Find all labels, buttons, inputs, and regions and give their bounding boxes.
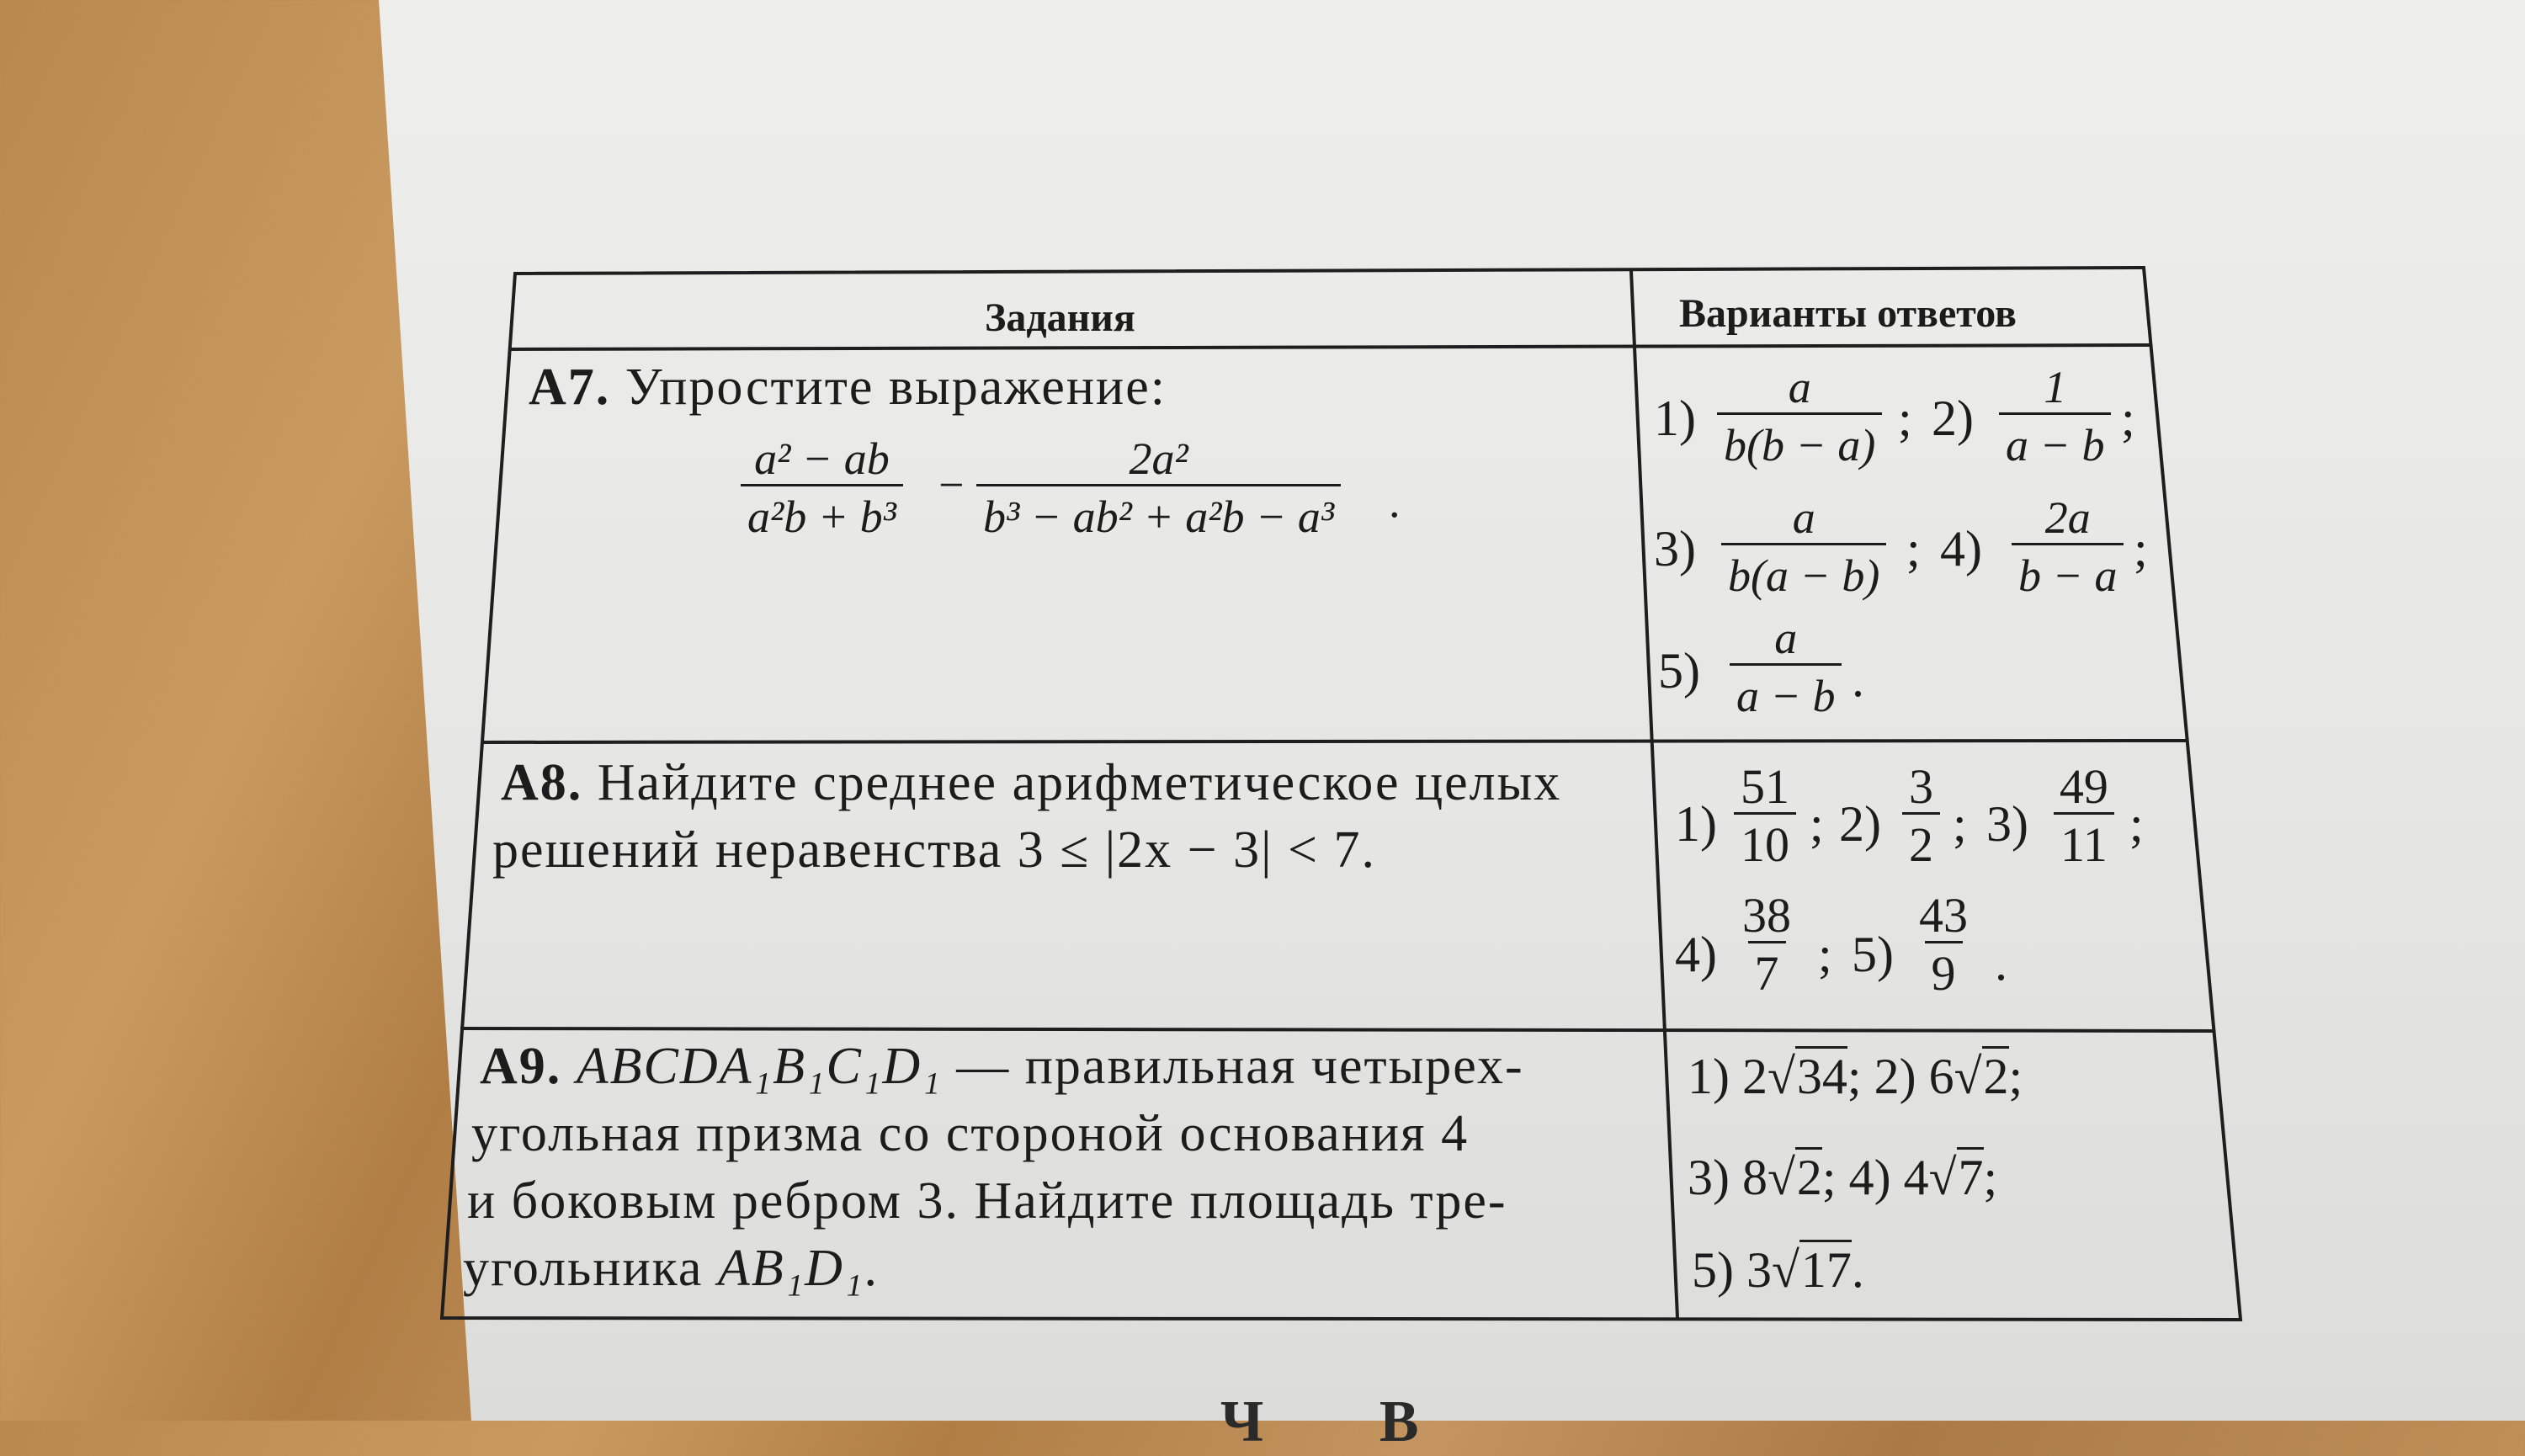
a8-ans2-den: 2 (1902, 812, 1940, 870)
a8-ans2-num: 3 (1909, 759, 1933, 814)
a9-ans2-label: 2) (1874, 1049, 1916, 1104)
a7-ans3-den: b(a − b) (1721, 543, 1886, 601)
a8-ans5-label: 5) (1852, 927, 1894, 982)
header-divider (509, 345, 2151, 349)
a7-ans4-label: 4) (1940, 521, 1982, 577)
row-divider-1 (481, 741, 2186, 742)
a8-line1 (501, 753, 1561, 813)
a7-number: А7. (529, 359, 611, 416)
a7-ans5-sep: . (1852, 651, 1864, 707)
a8-line2: решений неравенства 3 ≤ |2x − 3| < 7. (492, 821, 1377, 879)
a9-ans3-radicand: 2 (1795, 1147, 1822, 1205)
a9-line4-end: . (864, 1240, 879, 1297)
a7-ans1-fraction (1717, 362, 1882, 470)
a8-ans1-sep: ; (1810, 796, 1824, 852)
a7-ans5-den: a − b (1730, 663, 1842, 721)
a8-ans1-den: 10 (1734, 812, 1796, 870)
a8-ans3-den: 11 (2054, 812, 2114, 870)
a7-ans1-den: b(b − a) (1717, 412, 1882, 470)
a9-ans2-sep: ; (2008, 1049, 2023, 1104)
row-divider-2 (460, 1028, 2215, 1031)
a9-ans1-radicand: 34 (1795, 1046, 1847, 1104)
a7-task (529, 358, 1167, 417)
a8-ans3-sep: ; (2129, 796, 2144, 852)
a9-ans1-sep: ; (1847, 1049, 1862, 1104)
a8-ans4-fraction (1742, 890, 1791, 999)
a7-ans2-sep: ; (2121, 391, 2135, 446)
a8-ans4-label: 4) (1675, 927, 1717, 982)
a7-ans3-num: a (1792, 492, 1815, 543)
a7-text: Упростите выражение: (625, 359, 1167, 416)
a8-ans1-fraction (1734, 759, 1796, 872)
a7-ans1-num: a (1788, 362, 1811, 412)
a7-ans2-fraction (1999, 362, 2111, 470)
a9-line2: угольная призма со стороной основания 4 (471, 1105, 1470, 1162)
a7-ans3-fraction (1721, 492, 1886, 601)
a7-ans1-sep: ; (1898, 391, 1912, 446)
a9-ans2-coef: 6 (1928, 1049, 1954, 1104)
a7-minus: − (938, 460, 965, 510)
a7-ans4-den: b − a (2012, 543, 2124, 601)
a7-ans2-den: a − b (1999, 412, 2111, 470)
a9-answers-row3: 5) 3√17. (1692, 1241, 1864, 1299)
a9-answers-row1: 1) 2√34; 2) 6√2; (1688, 1048, 2023, 1106)
a7-ans2-label: 2) (1932, 391, 1974, 446)
footer-partial-text: Ч В (1220, 1390, 1470, 1454)
a8-ans5-den: 9 (1925, 941, 1963, 999)
a9-ans4-sep: ; (1983, 1150, 1998, 1205)
a9-line4 (463, 1239, 879, 1299)
a7-f1-denominator: a²b + b³ (741, 484, 903, 542)
a7-ans3-label: 3) (1654, 521, 1696, 577)
a9-ans5-sep: . (1851, 1242, 1864, 1298)
a8-ans5-fraction (1919, 890, 1968, 999)
a7-ans2-num: 1 (2044, 362, 2067, 412)
a8-ans5-num: 43 (1919, 888, 1968, 943)
a8-ans5-sep: . (1995, 935, 2007, 991)
a9-line1 (480, 1037, 1524, 1097)
a9-ans1-label: 1) (1688, 1049, 1730, 1104)
a8-ans3-label: 3) (1986, 796, 2028, 852)
a7-ans4-num: 2a (2044, 492, 2091, 543)
header-tasks: Задания (985, 295, 1135, 340)
a7-ans4-sep: ; (2134, 521, 2148, 577)
a7-period: . (1389, 476, 1401, 527)
a7-ans3-sep: ; (1906, 521, 1921, 577)
a9-line1-rest: — правильная четырех- (956, 1038, 1524, 1095)
a7-f1-numerator: a² − ab (754, 433, 890, 484)
a9-ans3-label: 3) (1688, 1150, 1730, 1205)
a9-ans5-coef: 3 (1746, 1242, 1772, 1298)
a9-line4-text: угольника (463, 1240, 704, 1297)
a8-ans1-label: 1) (1675, 796, 1717, 852)
a9-ans2-radicand: 2 (1982, 1046, 2009, 1104)
a7-fraction-1 (741, 433, 903, 542)
a9-ans3-sep: ; (1821, 1150, 1837, 1205)
a9-number: А9. (480, 1038, 562, 1095)
a9-ans4-radicand: 7 (1957, 1147, 1984, 1205)
a9-ans5-label: 5) (1692, 1242, 1734, 1298)
a8-ans2-sep: ; (1953, 796, 1967, 852)
a7-f2-denominator: b³ − ab² + a²b − a³ (976, 484, 1341, 542)
a7-ans5-fraction (1730, 613, 1842, 721)
a8-number: А8. (501, 754, 583, 811)
a9-ans4-coef: 4 (1903, 1150, 1929, 1205)
a7-fraction-2 (976, 433, 1341, 542)
a8-ans3-fraction (2054, 759, 2114, 872)
a8-ans2-fraction (1902, 759, 1940, 872)
a9-prism: ABCDA₁B₁C₁D₁ (576, 1038, 942, 1095)
header-answers: Варианты ответов (1679, 291, 2017, 336)
a8-ans4-num: 38 (1742, 888, 1791, 943)
a7-ans1-label: 1) (1654, 391, 1696, 446)
a9-answers-row2: 3) 8√2; 4) 4√7; (1688, 1149, 1997, 1207)
a9-ans4-label: 4) (1848, 1150, 1891, 1205)
a8-ans1-num: 51 (1741, 759, 1789, 814)
a8-ans3-num: 49 (2059, 759, 2108, 814)
a8-ans4-sep: ; (1818, 927, 1832, 982)
a7-f2-numerator: 2a² (1129, 433, 1188, 484)
a9-ans5-radicand: 17 (1799, 1240, 1852, 1298)
a8-ans2-label: 2) (1839, 796, 1881, 852)
a7-ans4-fraction (2012, 492, 2124, 601)
a8-text-1: Найдите среднее арифметическое целых (597, 754, 1562, 811)
a9-ans3-coef: 8 (1741, 1150, 1768, 1205)
a8-ans4-den: 7 (1748, 941, 1786, 999)
a9-ans1-coef: 2 (1741, 1049, 1768, 1104)
a7-ans5-label: 5) (1658, 643, 1700, 699)
a9-triangle: AB₁D₁ (717, 1240, 864, 1297)
a7-ans5-num: a (1774, 613, 1798, 663)
a9-line3: и боковым ребром 3. Найдите площадь тре- (467, 1172, 1507, 1230)
